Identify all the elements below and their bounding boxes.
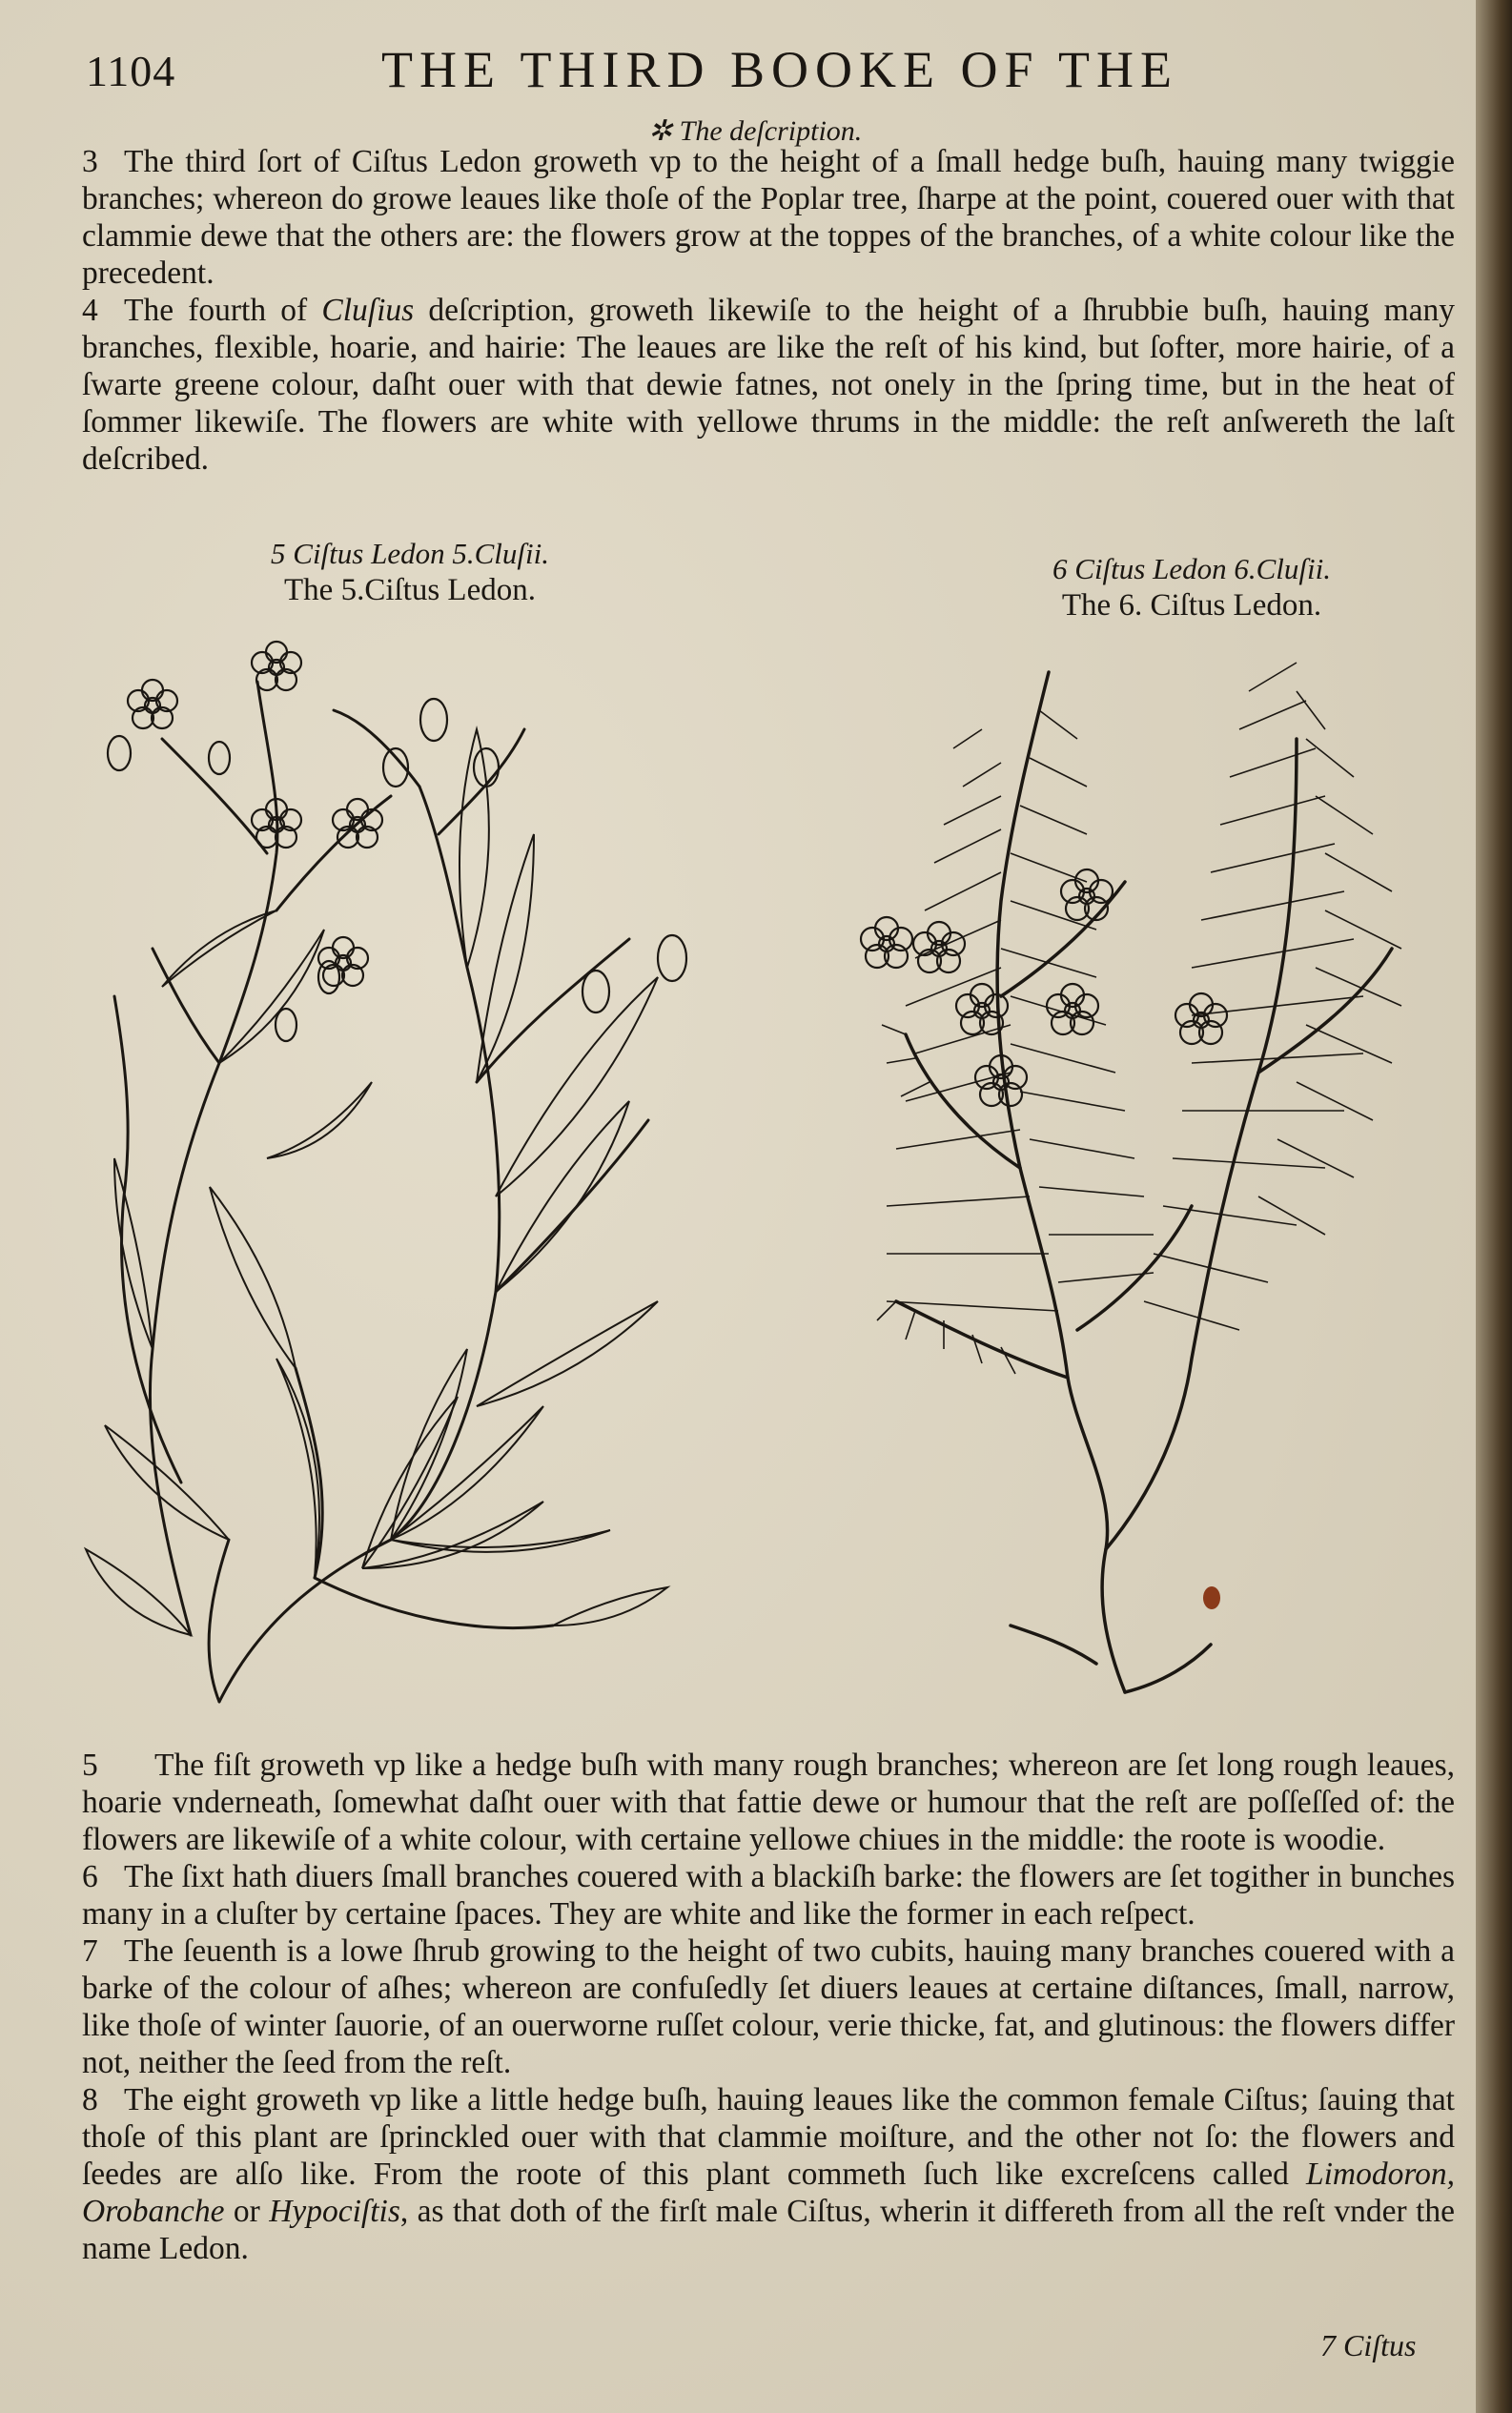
running-head: THE THIRD BOOKE OF THE bbox=[381, 41, 1178, 98]
cistus-ledon-5-woodcut bbox=[76, 624, 725, 1721]
page-header bbox=[86, 40, 1440, 116]
section-subheading: ✲ The deſcription. bbox=[648, 115, 863, 147]
figure-6-caption: 6 Ciſtus Ledon 6.Cluſii. The 6. Ciſtus Ledon. bbox=[1052, 552, 1331, 623]
foliage-hatching bbox=[877, 663, 1401, 1374]
lower-description bbox=[82, 1747, 1455, 2267]
catchword: 7 Ciſtus bbox=[1320, 2328, 1417, 2362]
asterisk-ornament-icon: ✲ bbox=[648, 115, 680, 147]
paragraph-6: 6 The ſixt hath diuers ſmall branches couered with a blackiſh barke: the flowers are ſet togither in bunches many in a cluſter by certaine ſpaces. They are white and like the former in each reſpect. bbox=[82, 1859, 1455, 1932]
paragraph-4: 4 The fourth of Cluſius deſcription, groweth likewiſe to the height of a ſhrubbie buſh, hauing many branches, flexible, hoarie, and hairie: The leaues are like the reſt of his kind, but ſofter, more hairie, of a ſwarte greene colour, daſht ouer with that dewie fatnes, not onely in the ſpring time, but in the heat of ſommer likewiſe. The flowers are white with yellowe thrums in the middle: the reſt anſwereth the laſt deſcribed. bbox=[82, 293, 1455, 477]
page-number: 1104 bbox=[86, 47, 176, 95]
paragraph-3: 3 The third ſort of Ciſtus Ledon groweth vp to the height of a ſmall hedge buſh, hauing many twiggie branches; whereon do growe leaues like thoſe of the Poplar tree, ſharpe at the point, couered ouer with that clammie dewe that the others are: the flowers grow at the toppes of the branches, of a white colour like the precedent. bbox=[82, 144, 1455, 291]
paragraph-7: 7 The ſeuenth is a lowe ſhrub growing to the height of two cubits, hauing many branches couered with a barke of the colour of aſhes; whereon are confuſedly ſet diuers leaues at certaine diſtances, ſmall, narrow, like thoſe of winter ſauorie, of an ouerworne ruſſet colour, verie thicke, fat, and glutinous: the flowers differ not, neither the ſeed from the reſt. bbox=[82, 1933, 1455, 2080]
book-fore-edge bbox=[1476, 0, 1512, 2413]
paragraph-5: 5 The fiſt groweth vp like a hedge buſh with many rough branches; whereon are ſet long rough leaues, hoarie vnderneath, ſomewhat daſht ouer with that fattie dewe or humour that the reſt are poſſeſſed of: the flowers are likewiſe of a white colour, with certaine yellowe chiues in the middle: the roote is woodie. bbox=[82, 1748, 1455, 1857]
ink-stain bbox=[1203, 1586, 1220, 1609]
upper-description bbox=[82, 143, 1455, 478]
cistus-ledon-6-woodcut bbox=[848, 634, 1468, 1711]
figure-5-caption: 5 Ciſtus Ledon 5.Cluſii. The 5.Ciſtus Ledon. bbox=[271, 537, 549, 607]
paragraph-8: 8 The eight groweth vp like a little hedge buſh, hauing leaues like the common female Ciſtus; ſauing that thoſe of this plant are ſprinckled ouer with that clammie moiſture, and the other not ſo: the flowers and ſeedes are alſo like. From the roote of this plant commeth ſuch like excreſcens called Limodoron, Orobanche or Hypociſtis, as that doth of the firſt male Ciſtus, wherin it differeth from all the reſt vnder the name Ledon. bbox=[82, 2082, 1455, 2266]
